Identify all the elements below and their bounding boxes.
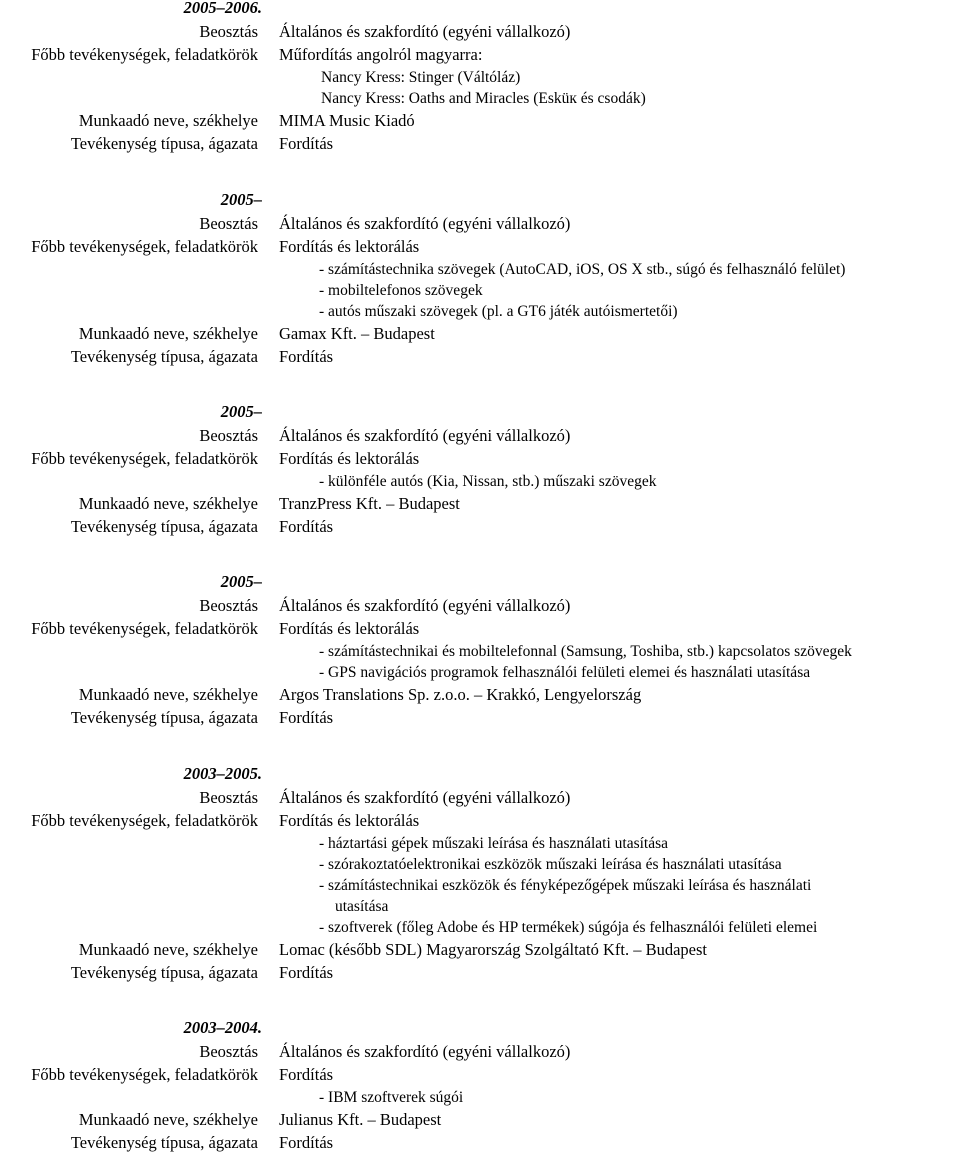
employer-label: Munkaadó neve, székhelye — [78, 110, 258, 130]
activities-head: Fordítás — [279, 1065, 334, 1084]
position-label: Beosztás — [199, 1041, 258, 1061]
sector-label: Tevékenység típusa, ágazata — [70, 1133, 258, 1152]
list-item: - számítástechnikai eszközök és fényképezőgépek műszaki leírása és használati — [319, 876, 812, 894]
employer-value: Argos Translations Sp. z.o.o. – Krakkó, Lengyelország — [279, 684, 642, 704]
sector-label: Tevékenység típusa, ágazata — [70, 708, 258, 727]
list-item: - számítástechnika szövegek (AutoCAD, iOS, OS X stb., súgó és felhasználó felület) — [319, 260, 846, 278]
position-value: Általános és szakfordító (egyéni vállalkozó) — [279, 213, 571, 233]
activities-list — [279, 641, 960, 683]
job-entry — [0, 188, 960, 369]
position-label: Beosztás — [199, 213, 258, 233]
list-item: - szoftverek (főleg Adobe és HP termékek) súgója és felhasználói felületi elemei — [319, 918, 818, 936]
position-value: Általános és szakfordító (egyéni vállalkozó) — [279, 21, 571, 41]
job-date: 2005– — [220, 402, 262, 421]
position-label: Beosztás — [199, 425, 258, 445]
sector-value: Fordítás — [279, 1133, 334, 1152]
sector-label: Tevékenység típusa, ágazata — [70, 134, 258, 153]
job-entry — [0, 570, 960, 730]
position-label: Beosztás — [199, 787, 258, 807]
list-item: - IBM szoftverek súgói — [319, 1088, 464, 1106]
job-entry — [0, 1016, 960, 1155]
activities-label: Főbb tevékenységek, feladatkörök — [31, 619, 258, 638]
list-item: - GPS navigációs programok felhasználói felületi elemei és használati utasítása — [319, 663, 811, 681]
job-date: 2005–2006. — [183, 0, 262, 17]
activities-label: Főbb tevékenységek, feladatkörök — [31, 811, 258, 830]
employer-label: Munkaadó neve, székhelye — [78, 939, 258, 959]
employer-label: Munkaadó neve, székhelye — [78, 684, 258, 704]
activities-list — [279, 833, 960, 938]
position-value: Általános és szakfordító (egyéni vállalkozó) — [279, 425, 571, 445]
activities-list — [279, 67, 960, 109]
position-label: Beosztás — [199, 595, 258, 615]
employer-label: Munkaadó neve, székhelye — [78, 1109, 258, 1129]
employer-value: Julianus Kft. – Budapest — [279, 1109, 442, 1129]
sector-label: Tevékenység típusa, ágazata — [70, 517, 258, 536]
list-item-continuation: utasítása — [335, 897, 389, 915]
activities-label: Főbb tevékenységek, feladatkörök — [31, 45, 258, 64]
sector-value: Fordítás — [279, 134, 334, 153]
employer-value: Lomac (később SDL) Magyarország Szolgáltató Kft. – Budapest — [279, 939, 707, 959]
activities-label: Főbb tevékenységek, feladatkörök — [31, 237, 258, 256]
activities-head: Fordítás és lektorálás — [279, 237, 420, 256]
list-item: Nancy Kress: Stinger (Váltóláz) — [321, 68, 521, 86]
employer-value: MIMA Music Kiadó — [279, 110, 415, 130]
activities-list — [279, 259, 960, 322]
job-entry — [0, 400, 960, 539]
list-item: - mobiltelefonos szövegek — [319, 281, 483, 299]
activities-head: Fordítás és lektorálás — [279, 449, 420, 468]
position-value: Általános és szakfordító (egyéni vállalkozó) — [279, 595, 571, 615]
sector-label: Tevékenység típusa, ágazata — [70, 963, 258, 982]
employer-label: Munkaadó neve, székhelye — [78, 493, 258, 513]
list-item: - autós műszaki szövegek (pl. a GT6 játék autóismertetői) — [319, 302, 678, 320]
list-item: - különféle autós (Kia, Nissan, stb.) műszaki szövegek — [319, 472, 657, 490]
job-date: 2005– — [220, 190, 262, 209]
sector-value: Fordítás — [279, 517, 334, 536]
list-item: - szórakoztatóelektronikai eszközök műszaki leírása és használati utasítása — [319, 855, 782, 873]
employer-value: TranzPress Kft. – Budapest — [279, 493, 460, 513]
activities-head: Műfordítás angolról magyarra: — [279, 45, 483, 64]
job-date: 2005– — [220, 572, 262, 591]
sector-value: Fordítás — [279, 347, 334, 366]
activities-label: Főbb tevékenységek, feladatkörök — [31, 449, 258, 468]
position-value: Általános és szakfordító (egyéni vállalkozó) — [279, 1041, 571, 1061]
activities-label: Főbb tevékenységek, feladatkörök — [31, 1065, 258, 1084]
list-item: - számítástechnikai és mobiltelefonnal (Samsung, Toshiba, stb.) kapcsolatos szövegek — [319, 642, 852, 660]
position-value: Általános és szakfordító (egyéni vállalkozó) — [279, 787, 571, 807]
sector-value: Fordítás — [279, 963, 334, 982]
activities-head: Fordítás és lektorálás — [279, 619, 420, 638]
employer-value: Gamax Kft. – Budapest — [279, 323, 435, 343]
sector-label: Tevékenység típusa, ágazata — [70, 347, 258, 366]
activities-list — [279, 1087, 960, 1108]
list-item: - háztartási gépek műszaki leírása és használati utasítása — [319, 834, 669, 852]
position-label: Beosztás — [199, 21, 258, 41]
activities-head: Fordítás és lektorálás — [279, 811, 420, 830]
sector-value: Fordítás — [279, 708, 334, 727]
activities-list — [279, 471, 960, 492]
job-date: 2003–2005. — [183, 764, 262, 783]
job-entry — [0, 0, 960, 156]
employer-label: Munkaadó neve, székhelye — [78, 323, 258, 343]
list-item: Nancy Kress: Oaths and Miracles (Esküк és csodák) — [321, 89, 646, 107]
job-date: 2003–2004. — [183, 1018, 262, 1037]
job-entry — [0, 762, 960, 985]
